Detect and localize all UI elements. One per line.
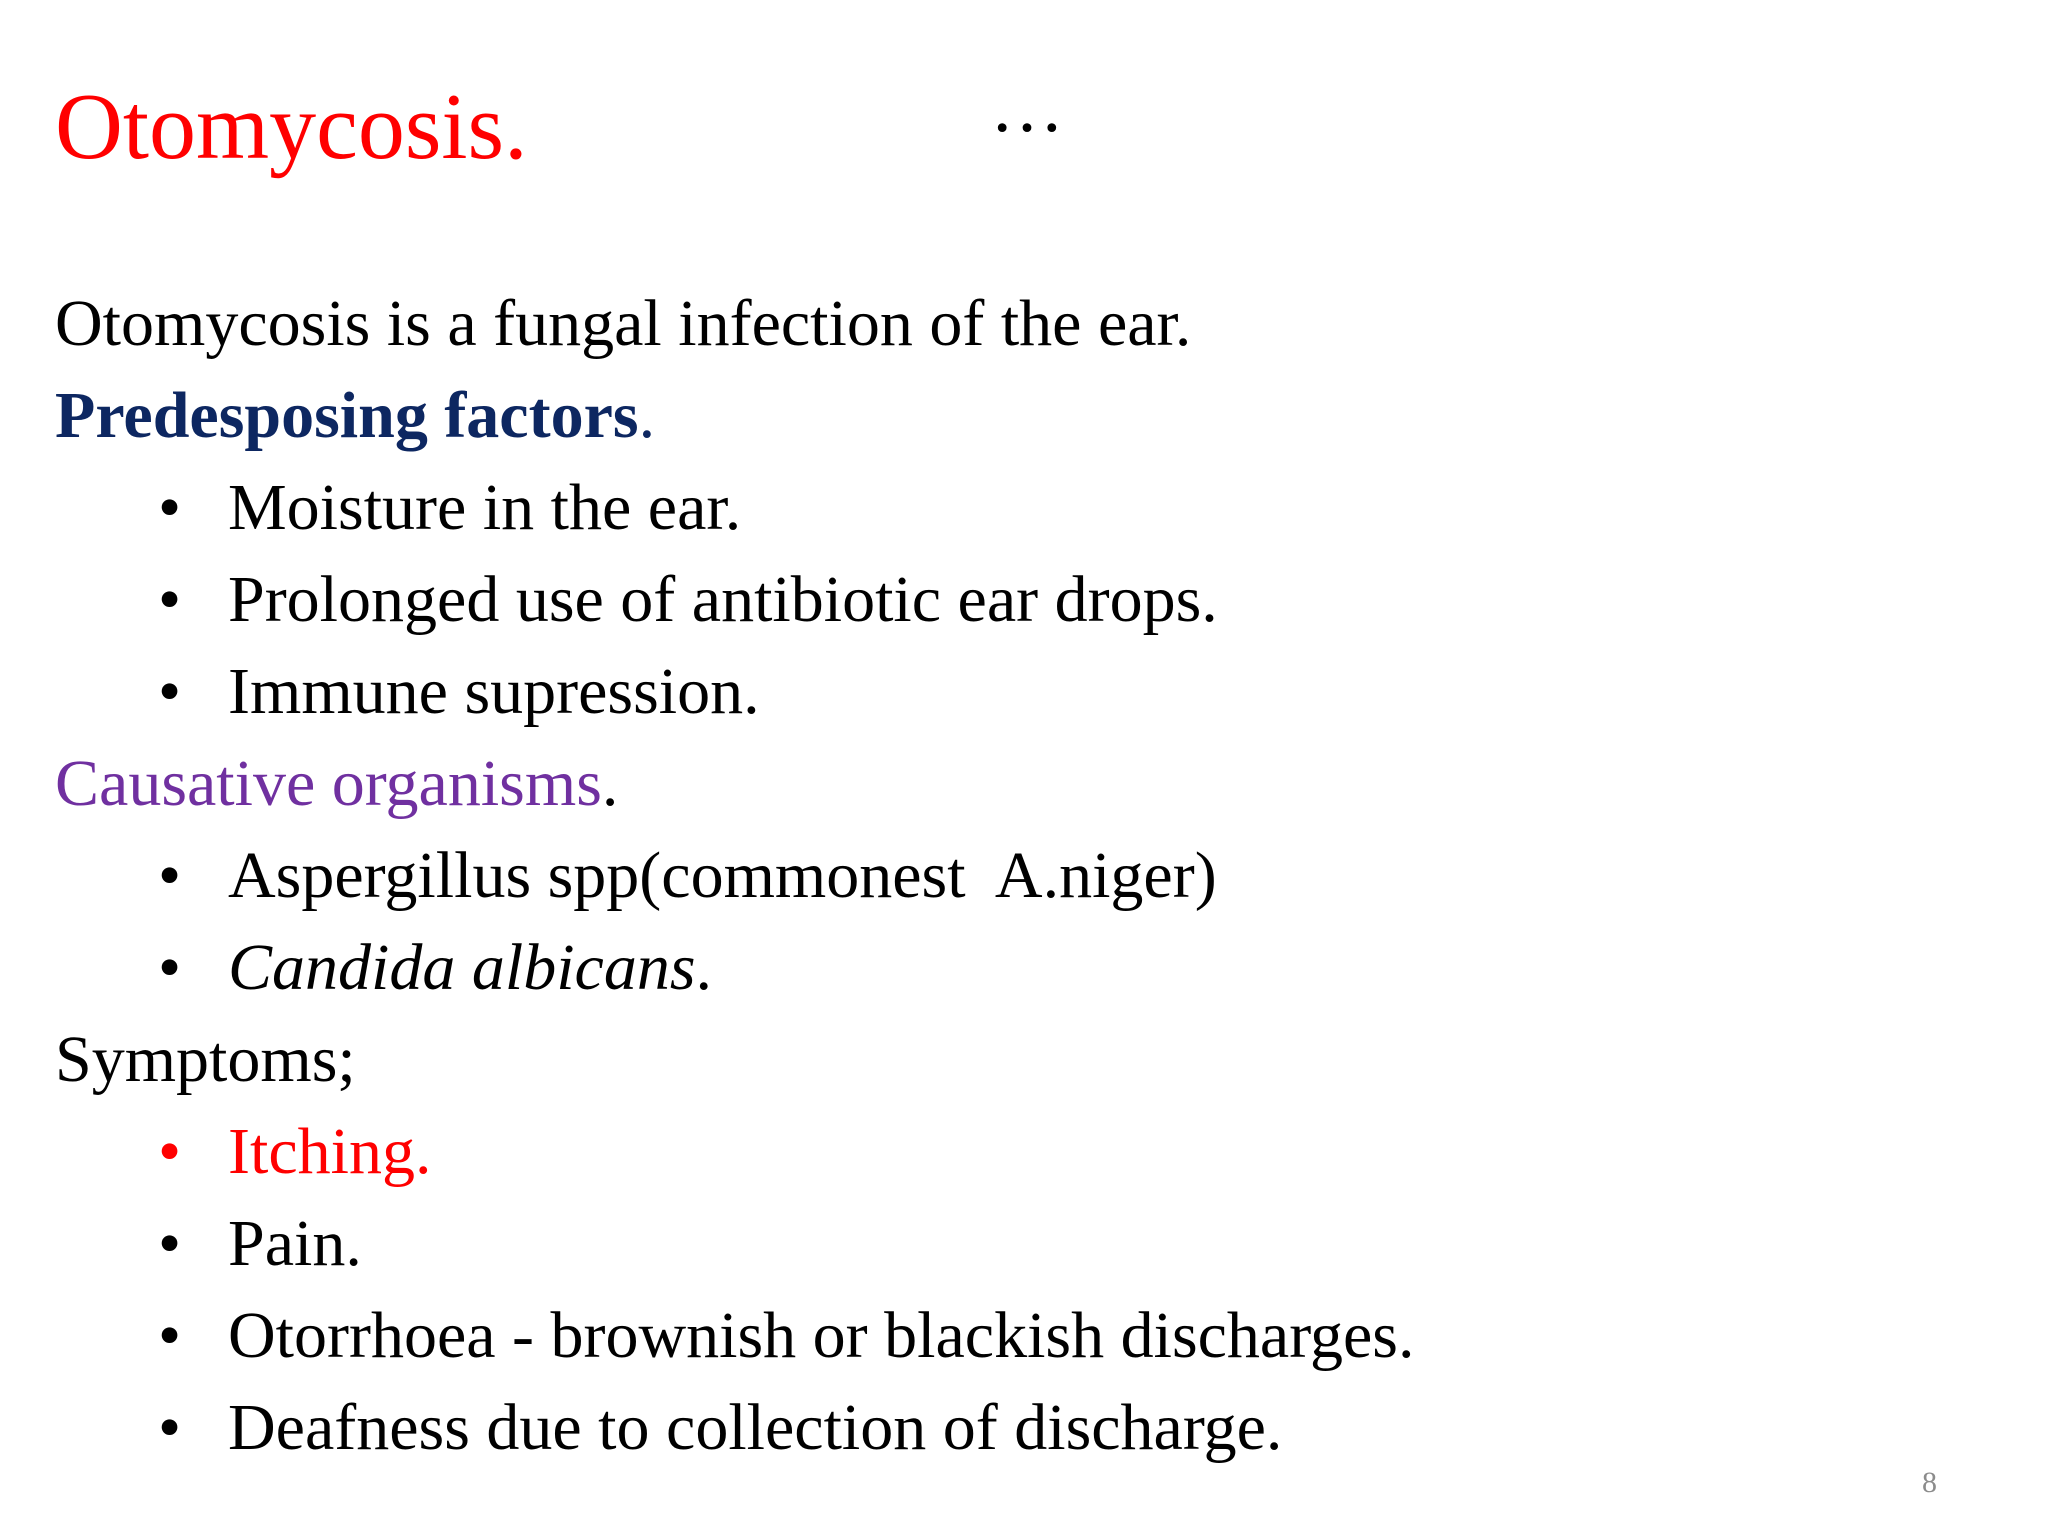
bullet-icon: • — [158, 563, 182, 636]
bullet-icon: • — [158, 1391, 182, 1464]
predisposing-heading-text: Predesposing factors — [55, 379, 639, 452]
bullet-icon: • — [158, 1299, 182, 1372]
list-item — [158, 1204, 362, 1284]
causative-heading-punct: . — [601, 747, 619, 820]
causative-heading-text: Causative organisms — [55, 747, 602, 820]
bullet-icon: • — [158, 655, 182, 728]
predisposing-item-2: Prolonged use of antibiotic ear drops. — [228, 563, 1218, 636]
ellipsis-mark: … — [990, 66, 1068, 148]
list-item — [158, 928, 712, 1008]
intro-text: Otomycosis is a fungal infection of the ear. — [55, 287, 1192, 360]
predisposing-item-1: Moisture in the ear. — [228, 471, 742, 544]
causative-item-2: Candida albicans — [228, 931, 696, 1004]
slide-title: Otomycosis. — [55, 75, 528, 179]
causative-item-1: Aspergillus spp(commonest A.niger) — [228, 839, 1217, 912]
bullet-icon: • — [158, 1207, 182, 1280]
list-item — [158, 560, 1218, 640]
list-item — [158, 652, 760, 732]
page-number: 8 — [1922, 1466, 1937, 1499]
bullet-icon: • — [158, 839, 182, 912]
causative-heading — [55, 744, 618, 824]
list-item — [158, 836, 1217, 916]
bullet-icon: • — [158, 931, 182, 1004]
symptom-item-1: Itching. — [228, 1115, 432, 1188]
symptom-item-3: Otorrhoea - brownish or blackish discharges. — [228, 1299, 1415, 1372]
list-item — [158, 468, 741, 548]
list-item — [158, 1296, 1415, 1376]
symptom-item-2: Pain. — [228, 1207, 362, 1280]
predisposing-item-3: Immune supression. — [228, 655, 760, 728]
symptom-item-4: Deafness due to collection of discharge. — [228, 1391, 1283, 1464]
list-item — [158, 1388, 1282, 1468]
causative-item-2-punct: . — [695, 931, 713, 1004]
predisposing-heading — [55, 376, 655, 456]
bullet-icon: • — [158, 471, 182, 544]
bullet-icon: • — [158, 1115, 182, 1188]
symptoms-heading: Symptoms; — [55, 1023, 356, 1096]
predisposing-heading-punct: . — [638, 379, 656, 452]
list-item — [158, 1112, 431, 1192]
